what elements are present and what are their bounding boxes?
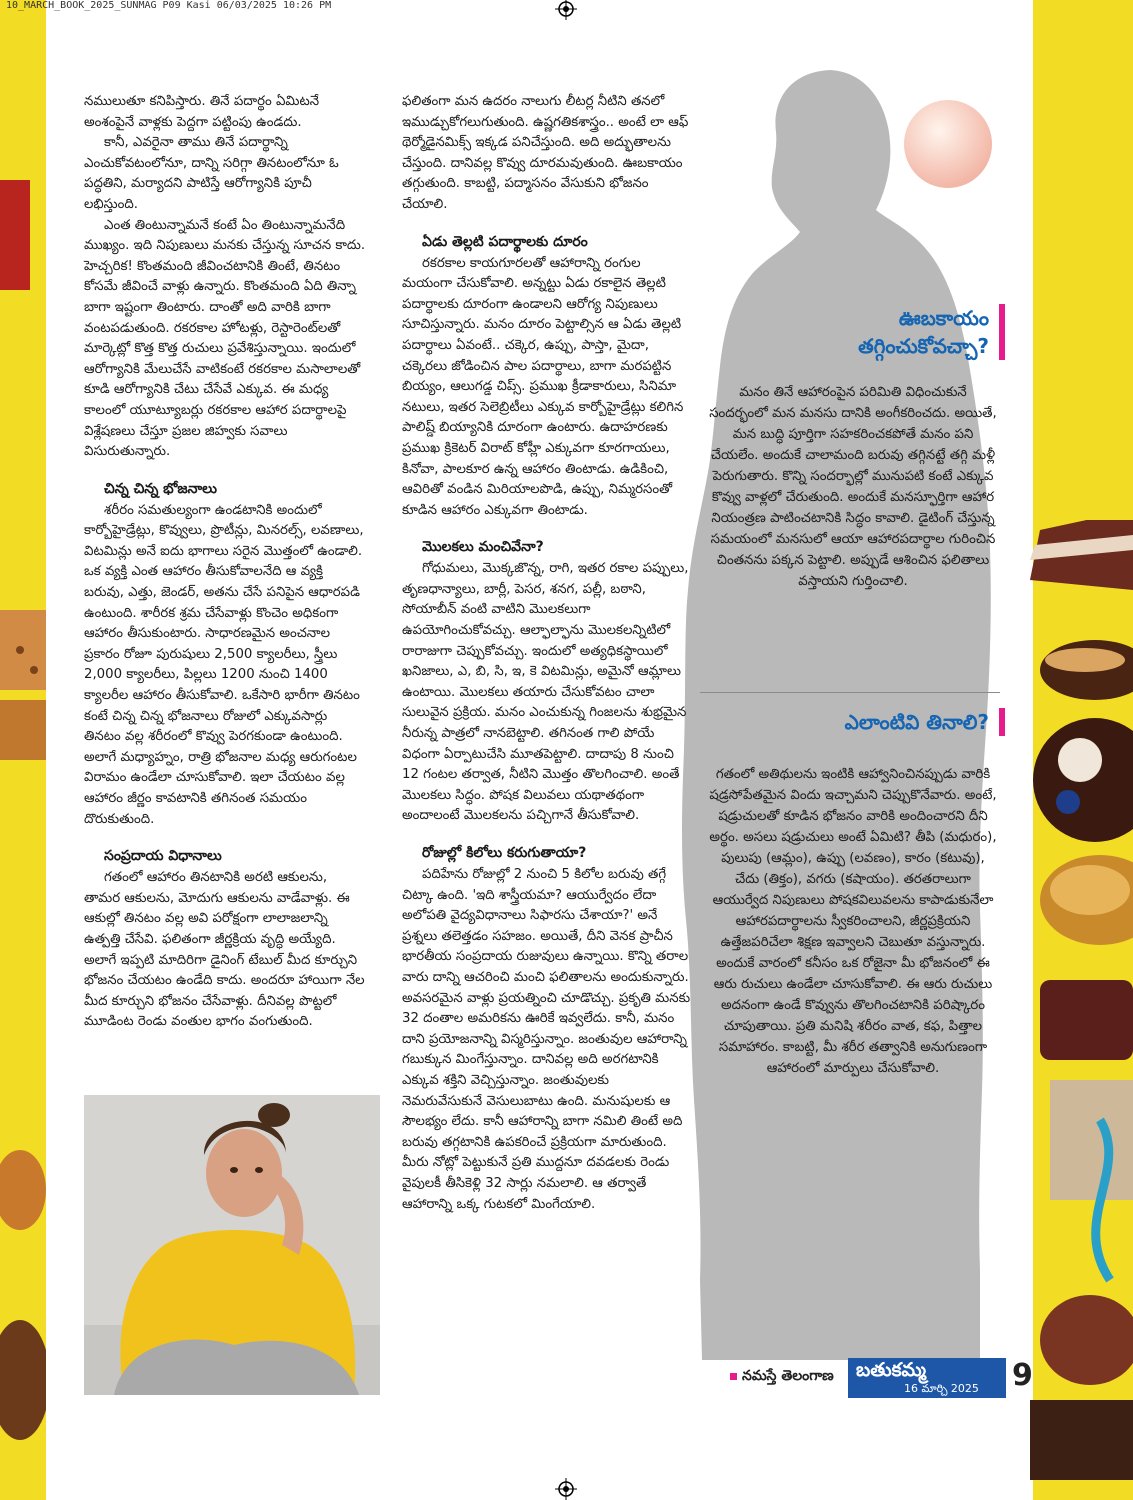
- article-photo: [84, 1095, 380, 1395]
- paragraph: గతంలో ఆహారం తినటానికి అరటి ఆకులను, తామర ఆకులను, మోదుగు ఆకులను వాడేవాళ్లు. ఈ ఆకుల్లో తినటం వల్ల అవి పరోక్షంగా లాలాజలాన్ని ఉత్పత్తి చేసేవి. ఫలితంగా జీర్ణక్రియ వృద్ధి అయ్యేది. అలాగే ఇప్పటి మాదిరిగా డైనింగ్‌ టేబుల్‌ మీద కూర్చుని భోజనం చేయటం ఉండేది కాదు. అందరూ హాయిగా నేల మీద కూర్చుని భోజనం చేసేవాళ్లు. దీనివల్ల పొట్టలో మూడింట రెండు వంతుల భాగం వంగుతుంది.: [84, 870, 365, 1030]
- food-decoration-image: [1010, 520, 1133, 1480]
- paragraph: పదిహేను రోజుల్లో 2 నుంచి 5 కిలోల బరువు తగ్గే చిట్కా ఉంది. 'ఇది శాస్త్రీయమా? ఆయుర్వేదం లేదా అలోపతి వైద్యవిధానాలు సిఫారసు చేశాయా?' అనే ప్రశ్నలు తలెత్తడం సహజం. అయితే, దీని వెనక ప్రాచీన భారతీయ సంప్రదాయ రుజువులు ఉన్నాయి. కొన్ని తరాల వారు దాన్ని ఆచరించి మంచి ఫలితాలను అందుకున్నారు. అవసరమైన వాళ్లు ప్రయత్నించి చూడొచ్చు. ప్రకృతి మనకు 32 దంతాల అమరికను ఊరికే ఇవ్వలేదు. కానీ, మనం దాని ప్రయోజనాన్ని విస్మరిస్తున్నాం. జంతువుల ఆహారాన్ని గబుక్కున మింగేస్తున్నాం. దానివల్ల అది అరగటానికి ఎక్కువ శక్తిని వెచ్చిస్తున్నాం. జంతువులకు నెమరువేసుకునే వెసులుబాటు ఉంది. మనుషులకు ఆ సౌలభ్యం లేదు. కానీ ఆహారాన్ని బాగా నమిలి తింటే అది బరువు తగ్గటానికి ఉపకరించే ప్రక్రియగా మారుతుంది. మీరు నోట్లో పెట్టుకునే ప్రతి ముద్దనూ దవడలకు రెండు వైపులకీ తీసికెళ్లి 32 సార్లు నమలాలి. ఆ తర్వాతే ఆహారాన్ని ఒక్క గుటకలో మింగేయాలి.: [402, 867, 691, 1212]
- section-heading: మొలకలు మంచివేనా?: [422, 539, 544, 556]
- newspaper-brand: నమస్తే తెలంగాణ: [730, 1368, 834, 1387]
- paragraph: ఎంత తింటున్నామనే కంటే ఏం తింటున్నామనేది ముఖ్యం. ఇది నిపుణులు మనకు చేస్తున్న సూచన కాదు. హెచ్చరిక! కొంతమంది జీవించటానికి తింటే, తినటం కోసమే జీవించే వాళ్లు ఉన్నారు. కొంతమంది ఏది తిన్నా బాగా ఇష్టంగా తింటారు. దాంతో అది వారికి బాగా వంటపడుతుంది. రకరకాల హోటళ్లు, రెస్టారెంట్‌లతో మార్కెట్లో కొత్త కొత్త రుచులు ప్రవేశిస్తున్నాయి. ఇందులో ఆరోగ్యానికి మేలుచేసే వాటికంటే రకరకాల మసాలాలతో కూడి ఆరోగ్యానికి చేటు చేసేవే ఎక్కువ. ఈ మధ్య కాలంలో యూట్యూబర్లు రకరకాల ఆహార పదార్థాలపై విశ్లేషణలు చేస్తూ ప్రజల జిహ్వకు సవాలు విసురుతున్నారు.: [84, 217, 366, 460]
- sidebar-heading-2: [845, 708, 1005, 736]
- sidebar-heading-line: ఊబకాయం: [898, 306, 989, 330]
- worried-woman-photo: [84, 1095, 380, 1395]
- paragraph: ఫలితంగా మన ఉదరం నాలుగు లీటర్ల నీటిని తనలో ఇముడ్చుకోగలుగుతుంది. ఉష్ణగతికశాస్త్రం.. అంటే లా ఆఫ్‌ థెర్మోడైనమిక్స్‌ ఇక్కడ పనిచేస్తుంది. అది అద్భుతాలను చేస్తుంది. దానివల్ల కొవ్వు దూరమవుతుంది. ఊబకాయం తగ్గుతుంది. కాబట్టి, పద్మాసనం వేసుకుని భోజనం చేయాలి.: [402, 94, 689, 212]
- paragraph: రకరకాల కాయగూరలతో ఆహారాన్ని రంగుల మయంగా చేసుకోవాలి. అన్నట్టు ఏడు రకాలైన తెల్లటి పదార్థాలకు దూరంగా ఉండాలని ఆరోగ్య నిపుణులు సూచిస్తున్నారు. మనం దూరం పెట్టాల్సిన ఆ ఏడు తెల్లటి పదార్థాలు ఏవంటే.. చక్కెర, ఉప్పు, పాస్తా, మైదా, చక్కెరలు జోడించిన పాల పదార్థాలు, బాగా మరపట్టిన బియ్యం, ఆలుగడ్డ చిప్స్‌. ప్రముఖ క్రీడాకారులు, సినిమా నటులు, ఇతర సెలెబ్రిటీలు ఎక్కువ కార్బోహైడ్రేట్లు కలిగిన పాలిష్డ్‌ బియ్యానికి దూరంగా ఉంటారు. ఉదాహరణకు ప్రముఖ క్రికెటర్‌ విరాట్‌ కోహ్లీ ఎక్కువగా కూరగాయలు, కినోవా, పాలకూర ఉన్న ఆహారం తింటాడు. ఉడికించి, ఆవిరితో వండిన మిరియాలపొడి, ఉప్పు, నిమ్మరసంతో కూడిన ఆహారం ఎక్కువగా తింటాడు.: [402, 255, 684, 518]
- magazine-title: బతుకమ్మ: [856, 1359, 927, 1381]
- sidebar-heading-line: ఎలాంటివి తినాలి?: [844, 710, 989, 734]
- registration-mark-icon: [555, 0, 577, 20]
- snack-decoration-image: [0, 180, 46, 1480]
- magazine-logo: [848, 1358, 1006, 1398]
- sidebar-paragraph: గతంలో అతిథులను ఇంటికి ఆహ్వానించినప్పుడు వారికి షడ్రసోపేతమైన విందు ఇచ్చామని చెప్పుకొనేవారు. అంటే, షడ్రుచులతో కూడిన భోజనం వారికి అందించారని దీని అర్థం. అసలు షడ్రుచులు అంటే ఏమిటి? తీపి (మధురం), పులుపు (ఆమ్లం), ఉప్పు (లవణం), కారం (కటువు), చేదు (తిక్తం), వగరు (కషాయం). తరతరాలుగా ఆయుర్వేద నిపుణులు పోషకవిలువలను కాపాడుకునేలా ఆహారపదార్థాలను స్వీకరించాలని, జీర్ణప్రక్రియని ఉత్తేజపరిచేలా శిక్షణ ఇవ్వాలని చెబుతూ వస్తున్నారు. అందుకే వారంలో కనీసం ఒక రోజైనా మీ భోజనంలో ఈ ఆరు రుచులు ఉండేలా చూసుకోవాలి. ఈ ఆరు రుచులు అదనంగా ఉండే కొవ్వును తొలగించటానికి పరిష్కారం చూపుతాయి. ప్రతి మనిషి శరీరం వాత, కఫ, పిత్తాల సమాహారం. కాబట్టి, మీ శరీర తత్వానికి అనుగుణంగా ఆహారంలో మార్పులు చేసుకోవాలి.: [709, 767, 997, 1076]
- section-heading: రోజుల్లో కిలోలు కరుగుతాయా?: [422, 845, 587, 861]
- paragraph: కానీ, ఎవరైనా తాము తినే పదార్థాన్ని ఎంచుకోవటంలోనూ, దాన్ని సరిగ్గా తినటంలోనూ ఓ పద్ధతిని, మర్యాదని పాటిస్తే ఆరోగ్యానికి పూచీ లభిస్తుంది.: [84, 135, 339, 212]
- registration-mark-icon: [555, 1478, 577, 1500]
- sidebar-heading-line: తగ్గించుకోవచ్చా?: [858, 334, 989, 358]
- sidebar-heading-1: [858, 304, 1005, 360]
- page-number: 9: [1012, 1358, 1033, 1393]
- section-heading: సంప్రదాయ విధానాలు: [104, 848, 222, 865]
- section-heading: ఏడు తెల్లటి పదార్థాలకు దూరం: [422, 233, 588, 250]
- sidebar-text-2: [708, 764, 998, 1079]
- prepress-slug: 10_MARCH_BOOK_2025_SUNMAG P09 Kasi 06/03/2025 10:26 PM: [6, 0, 332, 11]
- article-column-1: [84, 92, 366, 1033]
- sidebar-paragraph: మనం తినే ఆహారంపైన పరిమితి విధించుకునే సందర్భంలో మన మనసు దానికి అంగీకరించదు. అయితే, మన బుద్ధి పూర్తిగా సహకరించకపోతే మనం పని చేయలేం. అందుకే చాలామంది బరువు తగ్గినట్టే తగ్గి మళ్లీ పెరుగుతారు. కొన్ని సందర్భాల్లో మునుపటి కంటే ఎక్కువ కొవ్వు వాళ్లలో చేరుతుంది. అందుకే మనస్ఫూర్తిగా ఆహార నియంత్రణ పాటించటానికి సిద్ధం కావాలి. డైటింగ్‌ చేస్తున్న సమయంలో మనసులో ఆయా ఆహారపదార్థాల గురించిన చింతనను పక్కన పెట్టాలి. అప్పుడే ఆశించిన ఫలితాలు వస్తాయని గుర్తించాలి.: [709, 385, 997, 589]
- paragraph: నములుతూ కనిపిస్తారు. తినే పదార్థం ఏమిటనే అంశంపైనే వాళ్లకు పెద్దగా పట్టింపు ఉండదు.: [84, 94, 320, 130]
- paragraph: గోధుమలు, మొక్కజొన్న, రాగి, ఇతర రకాల పప్పులు, తృణధాన్యాలు, బార్లీ, పెసర, శనగ, పల్లీ, బఠాని, సోయాబీన్‌ వంటి వాటిని మొలకలుగా ఉపయోగించుకోవచ్చు. ఆల్ఫాల్ఫాను మొలకలన్నిటిలో రారాజుగా చెప్పుకోవచ్చు. ఇందులో అత్యధికస్థాయిలో ఖనిజాలు, ఎ, బి, సి, ఇ, కె విటమిన్లు, అమైనో ఆమ్లాలు ఉంటాయి. మొలకలు తయారు చేసుకోవటం చాలా సులువైన ప్రక్రియ. మనం ఎంచుకున్న గింజలను శుభ్రమైన నీరున్న పాత్రలో నానబెట్టాలి. తగినంత గాలి పోయే విధంగా ఏర్పాటుచేసి మూతపెట్టాలి. దాదాపు 8 నుంచి 12 గంటల తర్వాత, నీటిని మొత్తం తొలగించాలి. అంతే మొలకలు సిద్ధం. పోషక విలువలు యథాతథంగా అందాలంటే మొలకలను పచ్చిగానే తీసుకోవాలి.: [402, 561, 689, 824]
- issue-date: 16 మార్చి 2025: [904, 1382, 979, 1395]
- paragraph: శరీరం సమతుల్యంగా ఉండటానికి అందులో కార్బోహైడ్రేట్లు, కొవ్వులు, ప్రొటీన్లు, మినరల్స్‌, లవణాలు, విటమిన్లు అనే ఐదు భాగాలు సరైన మొత్తంలో ఉండాలి. ఒక వ్యక్తి ఎంత ఆహారం తీసుకోవాలనేది ఆ వ్యక్తి బరువు, ఎత్తు, జెండర్‌, అతను చేసే పనిపైన ఆధారపడి ఉంటుంది. శారీరక శ్రమ చేసేవాళ్లు కొంచెం అధికంగా ఆహారం తీసుకుంటారు. సాధారణమైన అంచనాల ప్రకారం రోజూ పురుషులు 2,500 క్యాలరీలు, స్త్రీలు 2,000 క్యాలరీలు, పిల్లలు 1200 నుంచి 1400 క్యాలరీల ఆహారం తీసుకోవాలి. ఒకేసారి భారీగా తినటం కంటే చిన్న చిన్న భోజనాలు రోజులో ఎక్కువసార్లు తినటం వల్ల శరీరంలో కొవ్వు పెరగకుండా ఉంటుంది. అలాగే మధ్యాహ్నం, రాత్రి భోజనాల మధ్య ఆరుగంటల విరామం ఉండేలా చూసుకోవాలి. ఇలా చేయటం వల్ల ఆహారం జీర్ణం కావటానికి తగినంత సమయం దొరుకుతుంది.: [84, 502, 364, 827]
- sidebar-text-1: [708, 382, 998, 592]
- page-footer: [730, 1358, 1033, 1398]
- section-divider: [700, 692, 1000, 693]
- article-column-2: [402, 92, 692, 1215]
- section-heading: చిన్న చిన్న భోజనాలు: [104, 480, 217, 497]
